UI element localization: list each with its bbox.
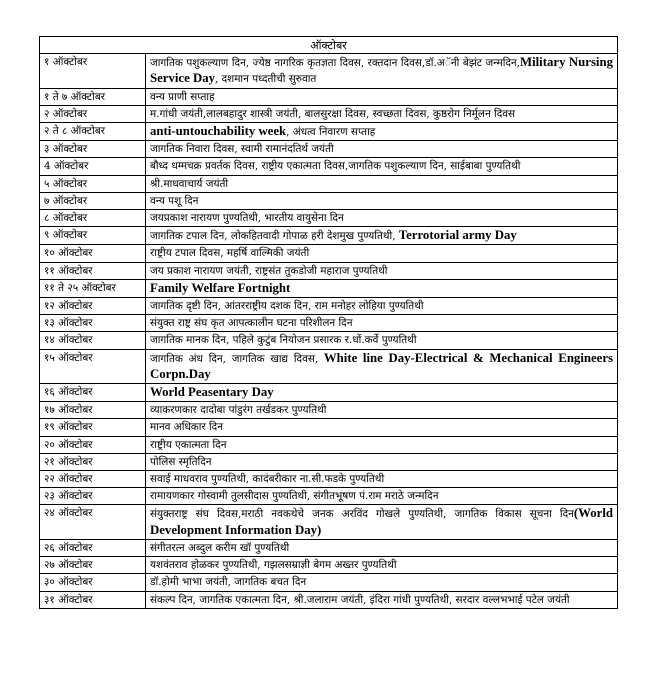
row-date: ५ ऑक्टोबर — [40, 175, 146, 192]
row-date: ७ ऑक्टोबर — [40, 192, 146, 209]
row-description — [146, 158, 618, 175]
row-description — [146, 192, 618, 209]
table-row — [40, 227, 618, 245]
table-row — [40, 384, 618, 402]
table-row — [40, 419, 618, 436]
row-description — [146, 54, 618, 88]
row-description-text: म.गांधी जयंती,लालबहादुर शास्त्री जयंती, बालसुरक्षा दिवस, स्वच्छता दिवस, कुष्ठरोग निर्मूलन दिवस — [150, 107, 516, 120]
table-row — [40, 574, 618, 591]
table-row — [40, 298, 618, 315]
row-description-text: संगीतरत्न अब्दुल करीम खॉ पुण्यतिथी — [150, 541, 290, 554]
row-description-tail: , अंधत्व निवारण सप्ताह — [286, 126, 376, 139]
table-row — [40, 88, 618, 105]
row-date: ९ ऑक्टोबर — [40, 227, 146, 245]
row-description-english: Family Welfare Fortnight — [150, 280, 291, 295]
row-description — [146, 574, 618, 591]
table-row — [40, 591, 618, 608]
row-description-english: Terrotorial army Day — [395, 228, 517, 243]
row-date: ८ ऑक्टोबर — [40, 210, 146, 227]
row-description — [146, 505, 618, 539]
table-row — [40, 54, 618, 88]
row-description — [146, 384, 618, 402]
row-date: ३१ ऑक्टोबर — [40, 591, 146, 608]
row-date: १५ ऑक्टोबर — [40, 349, 146, 383]
row-date: १९ ऑक्टोबर — [40, 419, 146, 436]
row-date: 4 ऑक्टोबर — [40, 158, 146, 175]
row-description — [146, 175, 618, 192]
row-description-english: World Peasentary Day — [150, 385, 274, 400]
table-row — [40, 192, 618, 209]
october-days-document — [39, 36, 617, 609]
row-description — [146, 279, 618, 297]
row-date: २० ऑक्टोबर — [40, 436, 146, 453]
table-row — [40, 175, 618, 192]
row-date: २७ ऑक्टोबर — [40, 557, 146, 574]
table-row — [40, 262, 618, 279]
row-date: २ ते ८ ऑक्टोबर — [40, 123, 146, 141]
table-title: ऑक्टोबर — [40, 37, 618, 54]
row-description — [146, 141, 618, 158]
row-description — [146, 105, 618, 122]
row-description-english: anti-untouchability week — [150, 124, 287, 139]
row-description-text: रामायणकार गोस्वामी तुलसीदास पुण्यतिथी, संगीतभूषण पं.राम मराठे जन्मदिन — [150, 490, 439, 503]
row-description — [146, 488, 618, 505]
row-date: २२ ऑक्टोबर — [40, 471, 146, 488]
table-row — [40, 245, 618, 262]
row-description — [146, 471, 618, 488]
row-description — [146, 539, 618, 556]
table-row — [40, 505, 618, 539]
row-description-text: मानव अधिकार दिन — [150, 421, 223, 434]
row-date: २४ ऑक्टोबर — [40, 505, 146, 539]
row-date: १७ ऑक्टोबर — [40, 402, 146, 419]
row-date: १४ ऑक्टोबर — [40, 332, 146, 349]
table-row — [40, 471, 618, 488]
table-row — [40, 210, 618, 227]
row-date: ११ ते २५ ऑक्टोबर — [40, 279, 146, 297]
row-description — [146, 88, 618, 105]
october-days-table — [39, 36, 618, 609]
row-description — [146, 419, 618, 436]
row-description — [146, 262, 618, 279]
row-description-text: पोलिस स्मृतिदिन — [150, 455, 212, 468]
row-description-english: (World Development Information Day) — [150, 506, 614, 537]
row-description-text: राष्ट्रीय टपाल दिवस, महर्षि वाल्मिकी जयंती — [150, 247, 310, 260]
row-date: १६ ऑक्टोबर — [40, 384, 146, 402]
table-row — [40, 105, 618, 122]
row-description — [146, 453, 618, 470]
row-description-text: जागतिक अंध दिन, जागतिक खाद्य दिवस, — [150, 352, 319, 365]
row-description-text: व्याकरणकार दादोबा पांडुरंग तर्खडकर पुण्यतिथी — [150, 404, 327, 417]
table-row — [40, 557, 618, 574]
table-row — [40, 488, 618, 505]
table-row — [40, 436, 618, 453]
table-header-row — [40, 37, 618, 54]
row-date: २१ ऑक्टोबर — [40, 453, 146, 470]
row-description-english: White line Day-Electrical & Mechanical Engineers Corpn.Day — [150, 350, 614, 381]
row-description-text: जागतिक पशुकल्याण दिन, ज्येष्ठ नागरिक कृतज्ञता दिवस, रक्तदान दिवस,डॉ.अॅनी बेझंट जन्मदिन, — [150, 57, 520, 70]
row-date: ३ ऑक्टोबर — [40, 141, 146, 158]
row-description — [146, 298, 618, 315]
row-description — [146, 210, 618, 227]
table-row — [40, 279, 618, 297]
table-row — [40, 402, 618, 419]
row-date: ३० ऑक्टोबर — [40, 574, 146, 591]
row-date: २ ऑक्टोबर — [40, 105, 146, 122]
row-description-text: यशवंतराव होळकर पुण्यतिथी, गझलसम्राज्ञी बेगम अख्तर पुण्यतिथी — [150, 559, 397, 572]
row-description — [146, 591, 618, 608]
row-description-english: Military Nursing Service Day — [150, 55, 613, 86]
row-description — [146, 402, 618, 419]
row-description-text: वन्य पशू दिन — [150, 194, 199, 207]
row-description-text: श्री.माधवाचार्य जयंती — [150, 177, 229, 190]
row-description-text: संकल्प दिन, जागतिक एकात्मता दिन, श्री.जलाराम जयंती, इंदिरा गांधी पुण्यतिथी, सरदार वल्लभभाई पटेल जयंती — [150, 593, 570, 606]
row-description — [146, 123, 618, 141]
row-description-text: सवाई माधवराव पुण्यतिथी, कादंबरीकार ना.सी.फडके पुण्यतिथी — [150, 473, 385, 486]
row-date: १२ ऑक्टोबर — [40, 298, 146, 315]
table-row — [40, 349, 618, 383]
row-description-text: बौध्द धम्मचक्र प्रवर्तक दिवस, राष्ट्रीय एकात्मता दिवस,जागतिक पशुकल्याण दिन, साईबाबा पुण्यतिथी — [150, 160, 521, 173]
row-description — [146, 245, 618, 262]
row-description-text: वन्य प्राणी सप्ताह — [150, 90, 215, 103]
row-description-text: राष्ट्रीय एकात्मता दिन — [150, 438, 227, 451]
row-description-text: जागतिक दृष्टी दिन, आंतरराष्ट्रीय दशक दिन, राम मनोहर लोहिया पुण्यतिथी — [150, 300, 424, 313]
row-date: १३ ऑक्टोबर — [40, 315, 146, 332]
row-date: ११ ऑक्टोबर — [40, 262, 146, 279]
table-row — [40, 453, 618, 470]
row-description — [146, 436, 618, 453]
row-description-text: डॉ.होमी भाभा जयंती, जागतिक बचत दिन — [150, 576, 307, 589]
row-description-text: संयुक्त राष्ट्र संघ कृत आपत्कालीन घटना परिशीलन दिन — [150, 317, 353, 330]
row-description — [146, 315, 618, 332]
table-row — [40, 539, 618, 556]
table-row — [40, 141, 618, 158]
row-date: २३ ऑक्टोबर — [40, 488, 146, 505]
table-body — [40, 54, 618, 609]
row-description-text: जय प्रकाश नारायण जयंती, राष्ट्रसंत तुकडोजी महाराज पुण्यतिथी — [150, 264, 388, 277]
row-date: १० ऑक्टोबर — [40, 245, 146, 262]
table-row — [40, 332, 618, 349]
row-description — [146, 227, 618, 245]
row-description-text: जागतिक निवारा दिवस, स्वामी रामानंदतिर्थ जयंती — [150, 143, 334, 156]
row-description-text: संयुक्तराष्ट्र संघ दिवस,मराठी नवकथेचे जनक अरविंद गोखले पुण्यतिथी, जागतिक विकास सूचना दिन — [150, 508, 574, 521]
row-description — [146, 332, 618, 349]
row-description-tail: , दशमान पध्दतीची सुरुवात — [215, 73, 317, 86]
row-description — [146, 349, 618, 383]
row-date: १ ते ७ ऑक्टोबर — [40, 88, 146, 105]
table-row — [40, 123, 618, 141]
row-date: २६ ऑक्टोबर — [40, 539, 146, 556]
table-row — [40, 158, 618, 175]
row-description — [146, 557, 618, 574]
row-date: १ ऑक्टोबर — [40, 54, 146, 88]
row-description-text: जागतिक टपाल दिन, लोकहितवादी गोपाळ हरी देशमुख पुण्यतिथी, — [150, 230, 396, 243]
table-row — [40, 315, 618, 332]
row-description-text: जयप्रकाश नारायण पुण्यतिथी, भारतीय वायुसेना दिन — [150, 212, 344, 225]
row-description-text: जागतिक मानक दिन, पहिले कुटुंब नियोजन प्रसारक र.धों.कर्वे पुण्यतिथी — [150, 334, 417, 347]
